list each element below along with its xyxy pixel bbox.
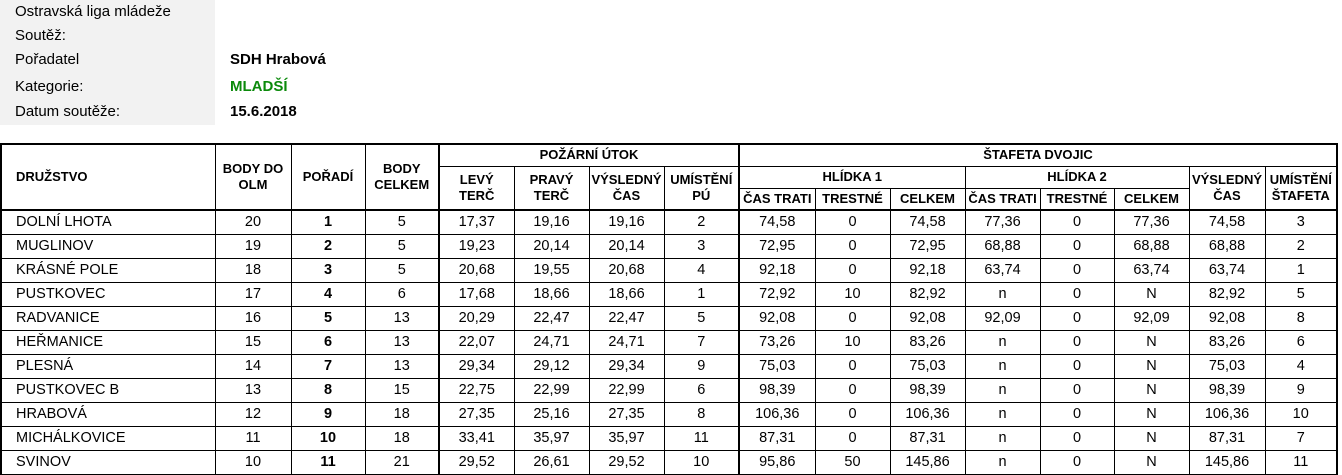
p2-penalty-cell: 0 [1040,354,1114,378]
place-relay-cell: 5 [1265,282,1337,306]
date-row [0,100,420,124]
category-row [0,75,420,99]
p1-penalty-cell: 50 [815,450,890,474]
p2-total-cell: N [1114,330,1189,354]
p1-total-cell: 75,03 [890,354,965,378]
date-label: Datum soutěže: [15,103,121,120]
body-olm-cell: 17 [215,282,291,306]
p2-track-time-cell: 92,09 [965,306,1040,330]
right-target-cell: 22,47 [514,306,589,330]
left-target-cell: 17,68 [439,282,514,306]
final-time-cell: 145,86 [1189,450,1265,474]
p2-total-cell: N [1114,378,1189,402]
header-body-total: BODY CELKEM [365,144,439,210]
place-pu-cell: 1 [664,282,739,306]
p1-total-cell: 82,92 [890,282,965,306]
rank-cell: 9 [291,402,365,426]
header-place-relay: UMÍSTĚNÍ ŠTAFETA [1265,166,1337,210]
body-olm-cell: 13 [215,378,291,402]
p1-track-time-cell: 92,08 [739,306,815,330]
right-target-cell: 19,16 [514,210,589,234]
p1-track-time-cell: 98,39 [739,378,815,402]
result-time-cell: 22,99 [589,378,664,402]
final-time-cell: 74,58 [1189,210,1265,234]
place-relay-cell: 4 [1265,354,1337,378]
left-target-cell: 22,75 [439,378,514,402]
body-total-cell: 5 [365,258,439,282]
place-relay-cell: 9 [1265,378,1337,402]
header-patrol-2: HLÍDKA 2 [965,166,1189,188]
place-pu-cell: 9 [664,354,739,378]
team-name-cell: KRÁSNÉ POLE [1,258,215,282]
place-pu-cell: 7 [664,330,739,354]
header-final-time: VÝSLEDNÝ ČAS [1189,166,1265,210]
p2-track-time-cell: n [965,330,1040,354]
table-body [1,210,1337,474]
p2-total-cell: N [1114,354,1189,378]
p1-track-time-cell: 72,92 [739,282,815,306]
p2-penalty-cell: 0 [1040,306,1114,330]
rank-cell: 6 [291,330,365,354]
p2-penalty-cell: 0 [1040,282,1114,306]
p2-track-time-cell: 77,36 [965,210,1040,234]
p2-total-cell: N [1114,402,1189,426]
team-name-cell: HRABOVÁ [1,402,215,426]
left-target-cell: 29,34 [439,354,514,378]
result-time-cell: 24,71 [589,330,664,354]
right-target-cell: 22,99 [514,378,589,402]
left-target-cell: 20,29 [439,306,514,330]
place-pu-cell: 2 [664,210,739,234]
p2-penalty-cell: 0 [1040,450,1114,474]
p2-penalty-cell: 0 [1040,258,1114,282]
right-target-cell: 24,71 [514,330,589,354]
table-row [1,234,1337,258]
p2-track-time-cell: n [965,354,1040,378]
final-time-cell: 106,36 [1189,402,1265,426]
place-relay-cell: 7 [1265,426,1337,450]
place-relay-cell: 1 [1265,258,1337,282]
team-name-cell: DOLNÍ LHOTA [1,210,215,234]
header-p1-track-time: ČAS TRATI [739,188,815,210]
team-name-cell: RADVANICE [1,306,215,330]
date-value: 15.6.2018 [230,103,297,120]
place-relay-cell: 8 [1265,306,1337,330]
header-relay: ŠTAFETA DVOJIC [739,144,1337,166]
p2-track-time-cell: 63,74 [965,258,1040,282]
body-total-cell: 21 [365,450,439,474]
p2-track-time-cell: n [965,426,1040,450]
right-target-cell: 19,55 [514,258,589,282]
league-row [0,0,420,24]
final-time-cell: 87,31 [1189,426,1265,450]
p2-track-time-cell: n [965,282,1040,306]
p1-track-time-cell: 75,03 [739,354,815,378]
body-olm-cell: 18 [215,258,291,282]
rank-cell: 2 [291,234,365,258]
p1-penalty-cell: 0 [815,354,890,378]
p2-penalty-cell: 0 [1040,378,1114,402]
result-time-cell: 35,97 [589,426,664,450]
left-target-cell: 22,07 [439,330,514,354]
body-total-cell: 15 [365,378,439,402]
table-header [1,144,1337,210]
p1-penalty-cell: 0 [815,210,890,234]
p1-total-cell: 72,95 [890,234,965,258]
p1-track-time-cell: 106,36 [739,402,815,426]
p2-track-time-cell: n [965,378,1040,402]
right-target-cell: 35,97 [514,426,589,450]
table-row [1,282,1337,306]
category-value: MLADŠÍ [230,78,288,95]
header-rank: POŘADÍ [291,144,365,210]
place-pu-cell: 10 [664,450,739,474]
p1-total-cell: 92,08 [890,306,965,330]
competition-row [0,24,420,48]
body-total-cell: 18 [365,402,439,426]
p2-penalty-cell: 0 [1040,402,1114,426]
p2-penalty-cell: 0 [1040,210,1114,234]
final-time-cell: 63,74 [1189,258,1265,282]
body-olm-cell: 12 [215,402,291,426]
team-name-cell: PUSTKOVEC [1,282,215,306]
rank-cell: 10 [291,426,365,450]
final-time-cell: 75,03 [1189,354,1265,378]
result-time-cell: 20,14 [589,234,664,258]
team-name-cell: MUGLINOV [1,234,215,258]
result-time-cell: 20,68 [589,258,664,282]
result-time-cell: 27,35 [589,402,664,426]
p1-total-cell: 145,86 [890,450,965,474]
place-pu-cell: 4 [664,258,739,282]
p1-penalty-cell: 0 [815,378,890,402]
p1-penalty-cell: 10 [815,282,890,306]
p2-total-cell: 77,36 [1114,210,1189,234]
place-pu-cell: 6 [664,378,739,402]
p1-total-cell: 83,26 [890,330,965,354]
p2-total-cell: 63,74 [1114,258,1189,282]
right-target-cell: 18,66 [514,282,589,306]
team-name-cell: MICHÁLKOVICE [1,426,215,450]
place-pu-cell: 11 [664,426,739,450]
p2-track-time-cell: n [965,450,1040,474]
body-olm-cell: 16 [215,306,291,330]
final-time-cell: 98,39 [1189,378,1265,402]
rank-cell: 3 [291,258,365,282]
body-total-cell: 13 [365,354,439,378]
body-olm-cell: 20 [215,210,291,234]
organizer-row [0,48,420,72]
team-name-cell: SVINOV [1,450,215,474]
competition-label: Soutěž: [15,27,66,44]
header-team: DRUŽSTVO [1,144,215,210]
table-row [1,210,1337,234]
rank-cell: 1 [291,210,365,234]
p1-total-cell: 92,18 [890,258,965,282]
body-olm-cell: 19 [215,234,291,258]
body-total-cell: 5 [365,234,439,258]
header-p1-penalty: TRESTNÉ [815,188,890,210]
p2-track-time-cell: 68,88 [965,234,1040,258]
p2-penalty-cell: 0 [1040,234,1114,258]
left-target-cell: 29,52 [439,450,514,474]
category-label: Kategorie: [15,78,84,95]
rank-cell: 11 [291,450,365,474]
p2-total-cell: N [1114,450,1189,474]
body-olm-cell: 10 [215,450,291,474]
header-place-pu: UMÍSTĚNÍ PÚ [664,166,739,210]
body-total-cell: 18 [365,426,439,450]
body-olm-cell: 14 [215,354,291,378]
result-time-cell: 22,47 [589,306,664,330]
result-time-cell: 29,52 [589,450,664,474]
place-relay-cell: 6 [1265,330,1337,354]
table-row [1,306,1337,330]
place-relay-cell: 2 [1265,234,1337,258]
p2-track-time-cell: n [965,402,1040,426]
p2-penalty-cell: 0 [1040,426,1114,450]
place-pu-cell: 3 [664,234,739,258]
p1-total-cell: 98,39 [890,378,965,402]
final-time-cell: 68,88 [1189,234,1265,258]
left-target-cell: 33,41 [439,426,514,450]
header-left-target: LEVÝ TERČ [439,166,514,210]
body-olm-cell: 15 [215,330,291,354]
body-total-cell: 5 [365,210,439,234]
header-p2-track-time: ČAS TRATI [965,188,1040,210]
left-target-cell: 27,35 [439,402,514,426]
p1-track-time-cell: 73,26 [739,330,815,354]
p1-total-cell: 87,31 [890,426,965,450]
table-row [1,330,1337,354]
place-relay-cell: 11 [1265,450,1337,474]
body-total-cell: 6 [365,282,439,306]
result-time-cell: 19,16 [589,210,664,234]
team-name-cell: HEŘMANICE [1,330,215,354]
table-row [1,354,1337,378]
p1-penalty-cell: 10 [815,330,890,354]
p1-total-cell: 74,58 [890,210,965,234]
final-time-cell: 83,26 [1189,330,1265,354]
p1-track-time-cell: 92,18 [739,258,815,282]
p1-total-cell: 106,36 [890,402,965,426]
left-target-cell: 19,23 [439,234,514,258]
p1-penalty-cell: 0 [815,258,890,282]
right-target-cell: 29,12 [514,354,589,378]
p2-penalty-cell: 0 [1040,330,1114,354]
header-right-target: PRAVÝ TERČ [514,166,589,210]
left-target-cell: 20,68 [439,258,514,282]
place-relay-cell: 10 [1265,402,1337,426]
p2-total-cell: N [1114,282,1189,306]
place-relay-cell: 3 [1265,210,1337,234]
table-row [1,450,1337,474]
result-time-cell: 18,66 [589,282,664,306]
rank-cell: 8 [291,378,365,402]
league-name: Ostravská liga mládeže [15,3,171,20]
team-name-cell: PUSTKOVEC B [1,378,215,402]
body-total-cell: 13 [365,306,439,330]
result-time-cell: 29,34 [589,354,664,378]
header-p2-penalty: TRESTNÉ [1040,188,1114,210]
p1-penalty-cell: 0 [815,306,890,330]
body-total-cell: 13 [365,330,439,354]
team-name-cell: PLESNÁ [1,354,215,378]
results-table [0,143,1338,475]
organizer-label: Pořadatel [15,51,80,68]
p1-track-time-cell: 72,95 [739,234,815,258]
p1-track-time-cell: 87,31 [739,426,815,450]
table-row [1,378,1337,402]
header-result-time: VÝSLEDNÝ ČAS [589,166,664,210]
rank-cell: 7 [291,354,365,378]
place-pu-cell: 8 [664,402,739,426]
p1-track-time-cell: 95,86 [739,450,815,474]
header-p1-total: CELKEM [890,188,965,210]
header-body-olm: BODY DO OLM [215,144,291,210]
p1-penalty-cell: 0 [815,402,890,426]
right-target-cell: 20,14 [514,234,589,258]
left-target-cell: 17,37 [439,210,514,234]
p1-penalty-cell: 0 [815,426,890,450]
p1-track-time-cell: 74,58 [739,210,815,234]
right-target-cell: 25,16 [514,402,589,426]
table-row [1,402,1337,426]
table-row [1,426,1337,450]
final-time-cell: 92,08 [1189,306,1265,330]
header-fire-attack: POŽÁRNÍ ÚTOK [439,144,739,166]
p2-total-cell: 92,09 [1114,306,1189,330]
rank-cell: 4 [291,282,365,306]
body-olm-cell: 11 [215,426,291,450]
p1-penalty-cell: 0 [815,234,890,258]
place-pu-cell: 5 [664,306,739,330]
header-p2-total: CELKEM [1114,188,1189,210]
header-patrol-1: HLÍDKA 1 [739,166,965,188]
p2-total-cell: N [1114,426,1189,450]
p2-total-cell: 68,88 [1114,234,1189,258]
table-row [1,258,1337,282]
final-time-cell: 82,92 [1189,282,1265,306]
organizer-value: SDH Hrabová [230,51,326,68]
rank-cell: 5 [291,306,365,330]
right-target-cell: 26,61 [514,450,589,474]
